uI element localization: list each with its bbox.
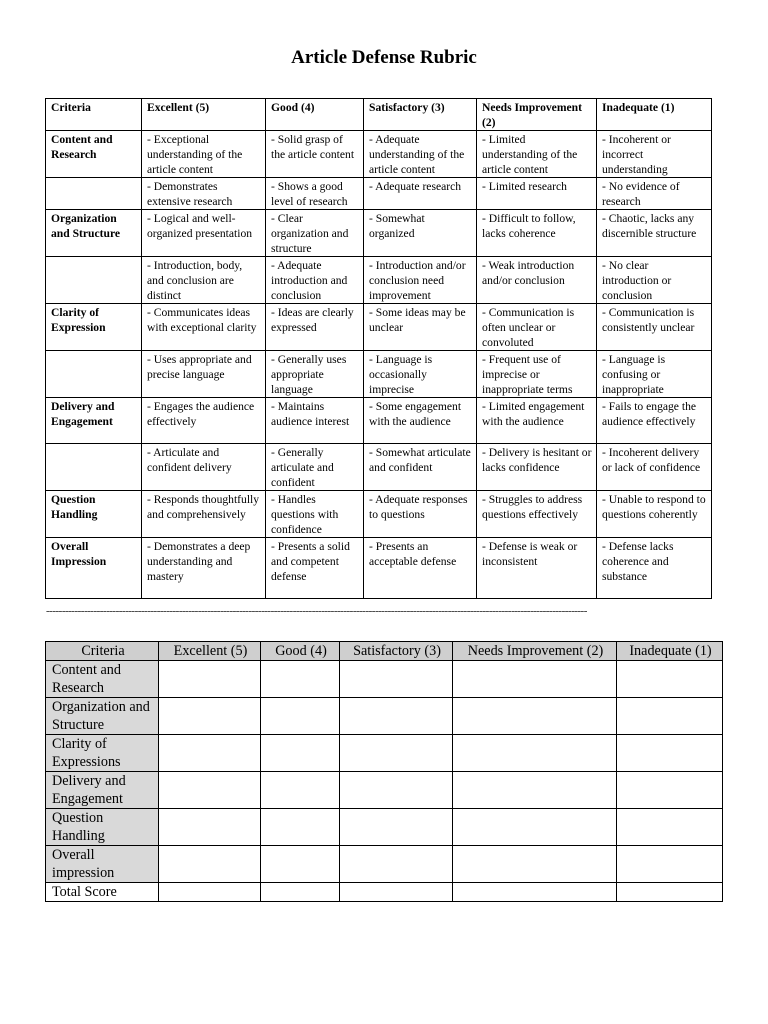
score-input-cell[interactable] — [159, 772, 261, 809]
score-input-cell[interactable] — [261, 809, 340, 846]
rubric-descriptor-cell: - Struggles to address questions effectively — [477, 491, 597, 538]
rubric-descriptor-cell: - Introduction and/or conclusion need improvement — [364, 257, 477, 304]
score-header-cell: Criteria — [46, 642, 159, 661]
rubric-criteria-cell: Organization and Structure — [46, 210, 142, 257]
score-input-cell[interactable] — [453, 772, 617, 809]
rubric-descriptor-cell: - Engages the audience effectively — [142, 398, 266, 444]
score-row — [46, 735, 723, 772]
score-criteria-cell: Clarity of Expressions — [46, 735, 159, 772]
page-title: Article Defense Rubric — [291, 47, 477, 68]
score-input-cell[interactable] — [617, 772, 723, 809]
rubric-criteria-cell — [46, 351, 142, 398]
score-input-cell[interactable] — [261, 772, 340, 809]
score-input-cell[interactable] — [159, 661, 261, 698]
total-score-cell[interactable] — [453, 883, 617, 902]
score-row — [46, 809, 723, 846]
rubric-descriptor-cell: - Unable to respond to questions coherently — [597, 491, 712, 538]
rubric-descriptor-cell: - Uses appropriate and precise language — [142, 351, 266, 398]
score-row — [46, 772, 723, 809]
rubric-row — [46, 131, 712, 178]
rubric-descriptor-cell: - No clear introduction or conclusion — [597, 257, 712, 304]
rubric-descriptor-cell: - Solid grasp of the article content — [266, 131, 364, 178]
rubric-row — [46, 444, 712, 491]
rubric-row — [46, 398, 712, 444]
score-input-cell[interactable] — [617, 735, 723, 772]
score-input-cell[interactable] — [340, 735, 453, 772]
score-criteria-cell: Content and Research — [46, 661, 159, 698]
rubric-descriptor-cell: - Presents a solid and competent defense — [266, 538, 364, 599]
score-input-cell[interactable] — [340, 698, 453, 735]
rubric-descriptor-cell: - Language is confusing or inappropriate — [597, 351, 712, 398]
total-score-row — [46, 883, 723, 902]
rubric-descriptor-cell: - Presents an acceptable defense — [364, 538, 477, 599]
score-input-cell[interactable] — [453, 809, 617, 846]
rubric-descriptor-cell: - Demonstrates extensive research — [142, 178, 266, 210]
rubric-row — [46, 178, 712, 210]
score-header-cell: Good (4) — [261, 642, 340, 661]
rubric-row — [46, 210, 712, 257]
rubric-descriptor-cell: - Generally uses appropriate language — [266, 351, 364, 398]
score-input-cell[interactable] — [261, 846, 340, 883]
score-header-row — [46, 642, 723, 661]
rubric-descriptor-cell: - Responds thoughtfully and comprehensively — [142, 491, 266, 538]
rubric-descriptor-cell: - Demonstrates a deep understanding and mastery — [142, 538, 266, 599]
score-row — [46, 846, 723, 883]
score-header-cell: Excellent (5) — [159, 642, 261, 661]
score-input-cell[interactable] — [159, 809, 261, 846]
rubric-descriptor-cell: - Clear organization and structure — [266, 210, 364, 257]
score-input-cell[interactable] — [159, 735, 261, 772]
rubric-criteria-cell — [46, 257, 142, 304]
score-input-cell[interactable] — [453, 661, 617, 698]
rubric-header-cell: Criteria — [46, 99, 142, 131]
score-input-cell[interactable] — [340, 846, 453, 883]
score-input-cell[interactable] — [453, 846, 617, 883]
rubric-criteria-cell: Overall Impression — [46, 538, 142, 599]
rubric-row — [46, 257, 712, 304]
rubric-descriptor-cell: - Defense is weak or inconsistent — [477, 538, 597, 599]
score-input-cell[interactable] — [159, 698, 261, 735]
score-header-cell: Needs Improvement (2) — [453, 642, 617, 661]
rubric-descriptor-cell: - Difficult to follow, lacks coherence — [477, 210, 597, 257]
score-header-cell: Satisfactory (3) — [340, 642, 453, 661]
score-input-cell[interactable] — [617, 698, 723, 735]
score-input-cell[interactable] — [261, 661, 340, 698]
rubric-descriptor-cell: - Incoherent delivery or lack of confidence — [597, 444, 712, 491]
rubric-descriptor-cell: - Incoherent or incorrect understanding — [597, 131, 712, 178]
score-input-cell[interactable] — [159, 846, 261, 883]
rubric-descriptor-cell: - Introduction, body, and conclusion are distinct — [142, 257, 266, 304]
score-input-cell[interactable] — [261, 735, 340, 772]
rubric-descriptor-cell: - Handles questions with confidence — [266, 491, 364, 538]
rubric-descriptor-cell: - Articulate and confident delivery — [142, 444, 266, 491]
score-table — [45, 641, 723, 902]
score-input-cell[interactable] — [453, 698, 617, 735]
score-input-cell[interactable] — [617, 846, 723, 883]
rubric-descriptor-cell: - Generally articulate and confident — [266, 444, 364, 491]
score-criteria-cell: Delivery and Engagement — [46, 772, 159, 809]
rubric-descriptor-cell: - Adequate research — [364, 178, 477, 210]
rubric-descriptor-cell: - Delivery is hesitant or lacks confidence — [477, 444, 597, 491]
rubric-criteria-cell — [46, 178, 142, 210]
rubric-descriptor-cell: - Frequent use of imprecise or inappropriate terms — [477, 351, 597, 398]
score-input-cell[interactable] — [617, 661, 723, 698]
rubric-header-cell: Good (4) — [266, 99, 364, 131]
rubric-descriptor-cell: - Adequate introduction and conclusion — [266, 257, 364, 304]
rubric-criteria-cell: Content and Research — [46, 131, 142, 178]
rubric-table — [45, 98, 712, 599]
score-criteria-cell: Organization and Structure — [46, 698, 159, 735]
score-input-cell[interactable] — [453, 735, 617, 772]
score-input-cell[interactable] — [340, 661, 453, 698]
rubric-descriptor-cell: - Some engagement with the audience — [364, 398, 477, 444]
score-row — [46, 698, 723, 735]
score-input-cell[interactable] — [261, 698, 340, 735]
rubric-descriptor-cell: - Communicates ideas with exceptional clarity — [142, 304, 266, 351]
score-criteria-cell: Question Handling — [46, 809, 159, 846]
rubric-row — [46, 491, 712, 538]
rubric-row — [46, 538, 712, 599]
rubric-descriptor-cell: - Defense lacks coherence and substance — [597, 538, 712, 599]
rubric-descriptor-cell: - Maintains audience interest — [266, 398, 364, 444]
score-input-cell[interactable] — [340, 809, 453, 846]
rubric-header-cell: Satisfactory (3) — [364, 99, 477, 131]
rubric-descriptor-cell: - Adequate understanding of the article content — [364, 131, 477, 178]
rubric-criteria-cell: Clarity of Expression — [46, 304, 142, 351]
rubric-descriptor-cell: - Logical and well-organized presentation — [142, 210, 266, 257]
rubric-descriptor-cell: - Communication is often unclear or convoluted — [477, 304, 597, 351]
rubric-descriptor-cell: - Fails to engage the audience effectively — [597, 398, 712, 444]
rubric-descriptor-cell: - Ideas are clearly expressed — [266, 304, 364, 351]
rubric-header-cell: Excellent (5) — [142, 99, 266, 131]
rubric-descriptor-cell: - Language is occasionally imprecise — [364, 351, 477, 398]
dashed-divider: --------------------------------------------------------------------------------------------------------------------------------------------------------------------------- — [46, 605, 587, 617]
total-score-cell[interactable] — [617, 883, 723, 902]
rubric-descriptor-cell: - Weak introduction and/or conclusion — [477, 257, 597, 304]
rubric-descriptor-cell: - Limited research — [477, 178, 597, 210]
rubric-header-cell: Needs Improvement (2) — [477, 99, 597, 131]
score-criteria-cell: Overall impression — [46, 846, 159, 883]
rubric-criteria-cell: Delivery and Engagement — [46, 398, 142, 444]
rubric-descriptor-cell: - Chaotic, lacks any discernible structure — [597, 210, 712, 257]
rubric-row — [46, 351, 712, 398]
score-input-cell[interactable] — [617, 809, 723, 846]
rubric-descriptor-cell: - Limited understanding of the article content — [477, 131, 597, 178]
rubric-descriptor-cell: - Adequate responses to questions — [364, 491, 477, 538]
rubric-descriptor-cell: - Communication is consistently unclear — [597, 304, 712, 351]
score-row — [46, 661, 723, 698]
total-score-cell[interactable] — [159, 883, 261, 902]
total-score-label: Total Score — [46, 883, 159, 902]
rubric-descriptor-cell: - No evidence of research — [597, 178, 712, 210]
rubric-header-cell: Inadequate (1) — [597, 99, 712, 131]
rubric-row — [46, 304, 712, 351]
rubric-descriptor-cell: - Shows a good level of research — [266, 178, 364, 210]
total-score-cell[interactable] — [340, 883, 453, 902]
rubric-criteria-cell: Question Handling — [46, 491, 142, 538]
total-score-cell[interactable] — [261, 883, 340, 902]
rubric-header-row — [46, 99, 712, 131]
rubric-descriptor-cell: - Somewhat organized — [364, 210, 477, 257]
rubric-descriptor-cell: - Exceptional understanding of the article content — [142, 131, 266, 178]
rubric-descriptor-cell: - Limited engagement with the audience — [477, 398, 597, 444]
score-input-cell[interactable] — [340, 772, 453, 809]
score-header-cell: Inadequate (1) — [617, 642, 723, 661]
rubric-criteria-cell — [46, 444, 142, 491]
rubric-descriptor-cell: - Somewhat articulate and confident — [364, 444, 477, 491]
rubric-descriptor-cell: - Some ideas may be unclear — [364, 304, 477, 351]
